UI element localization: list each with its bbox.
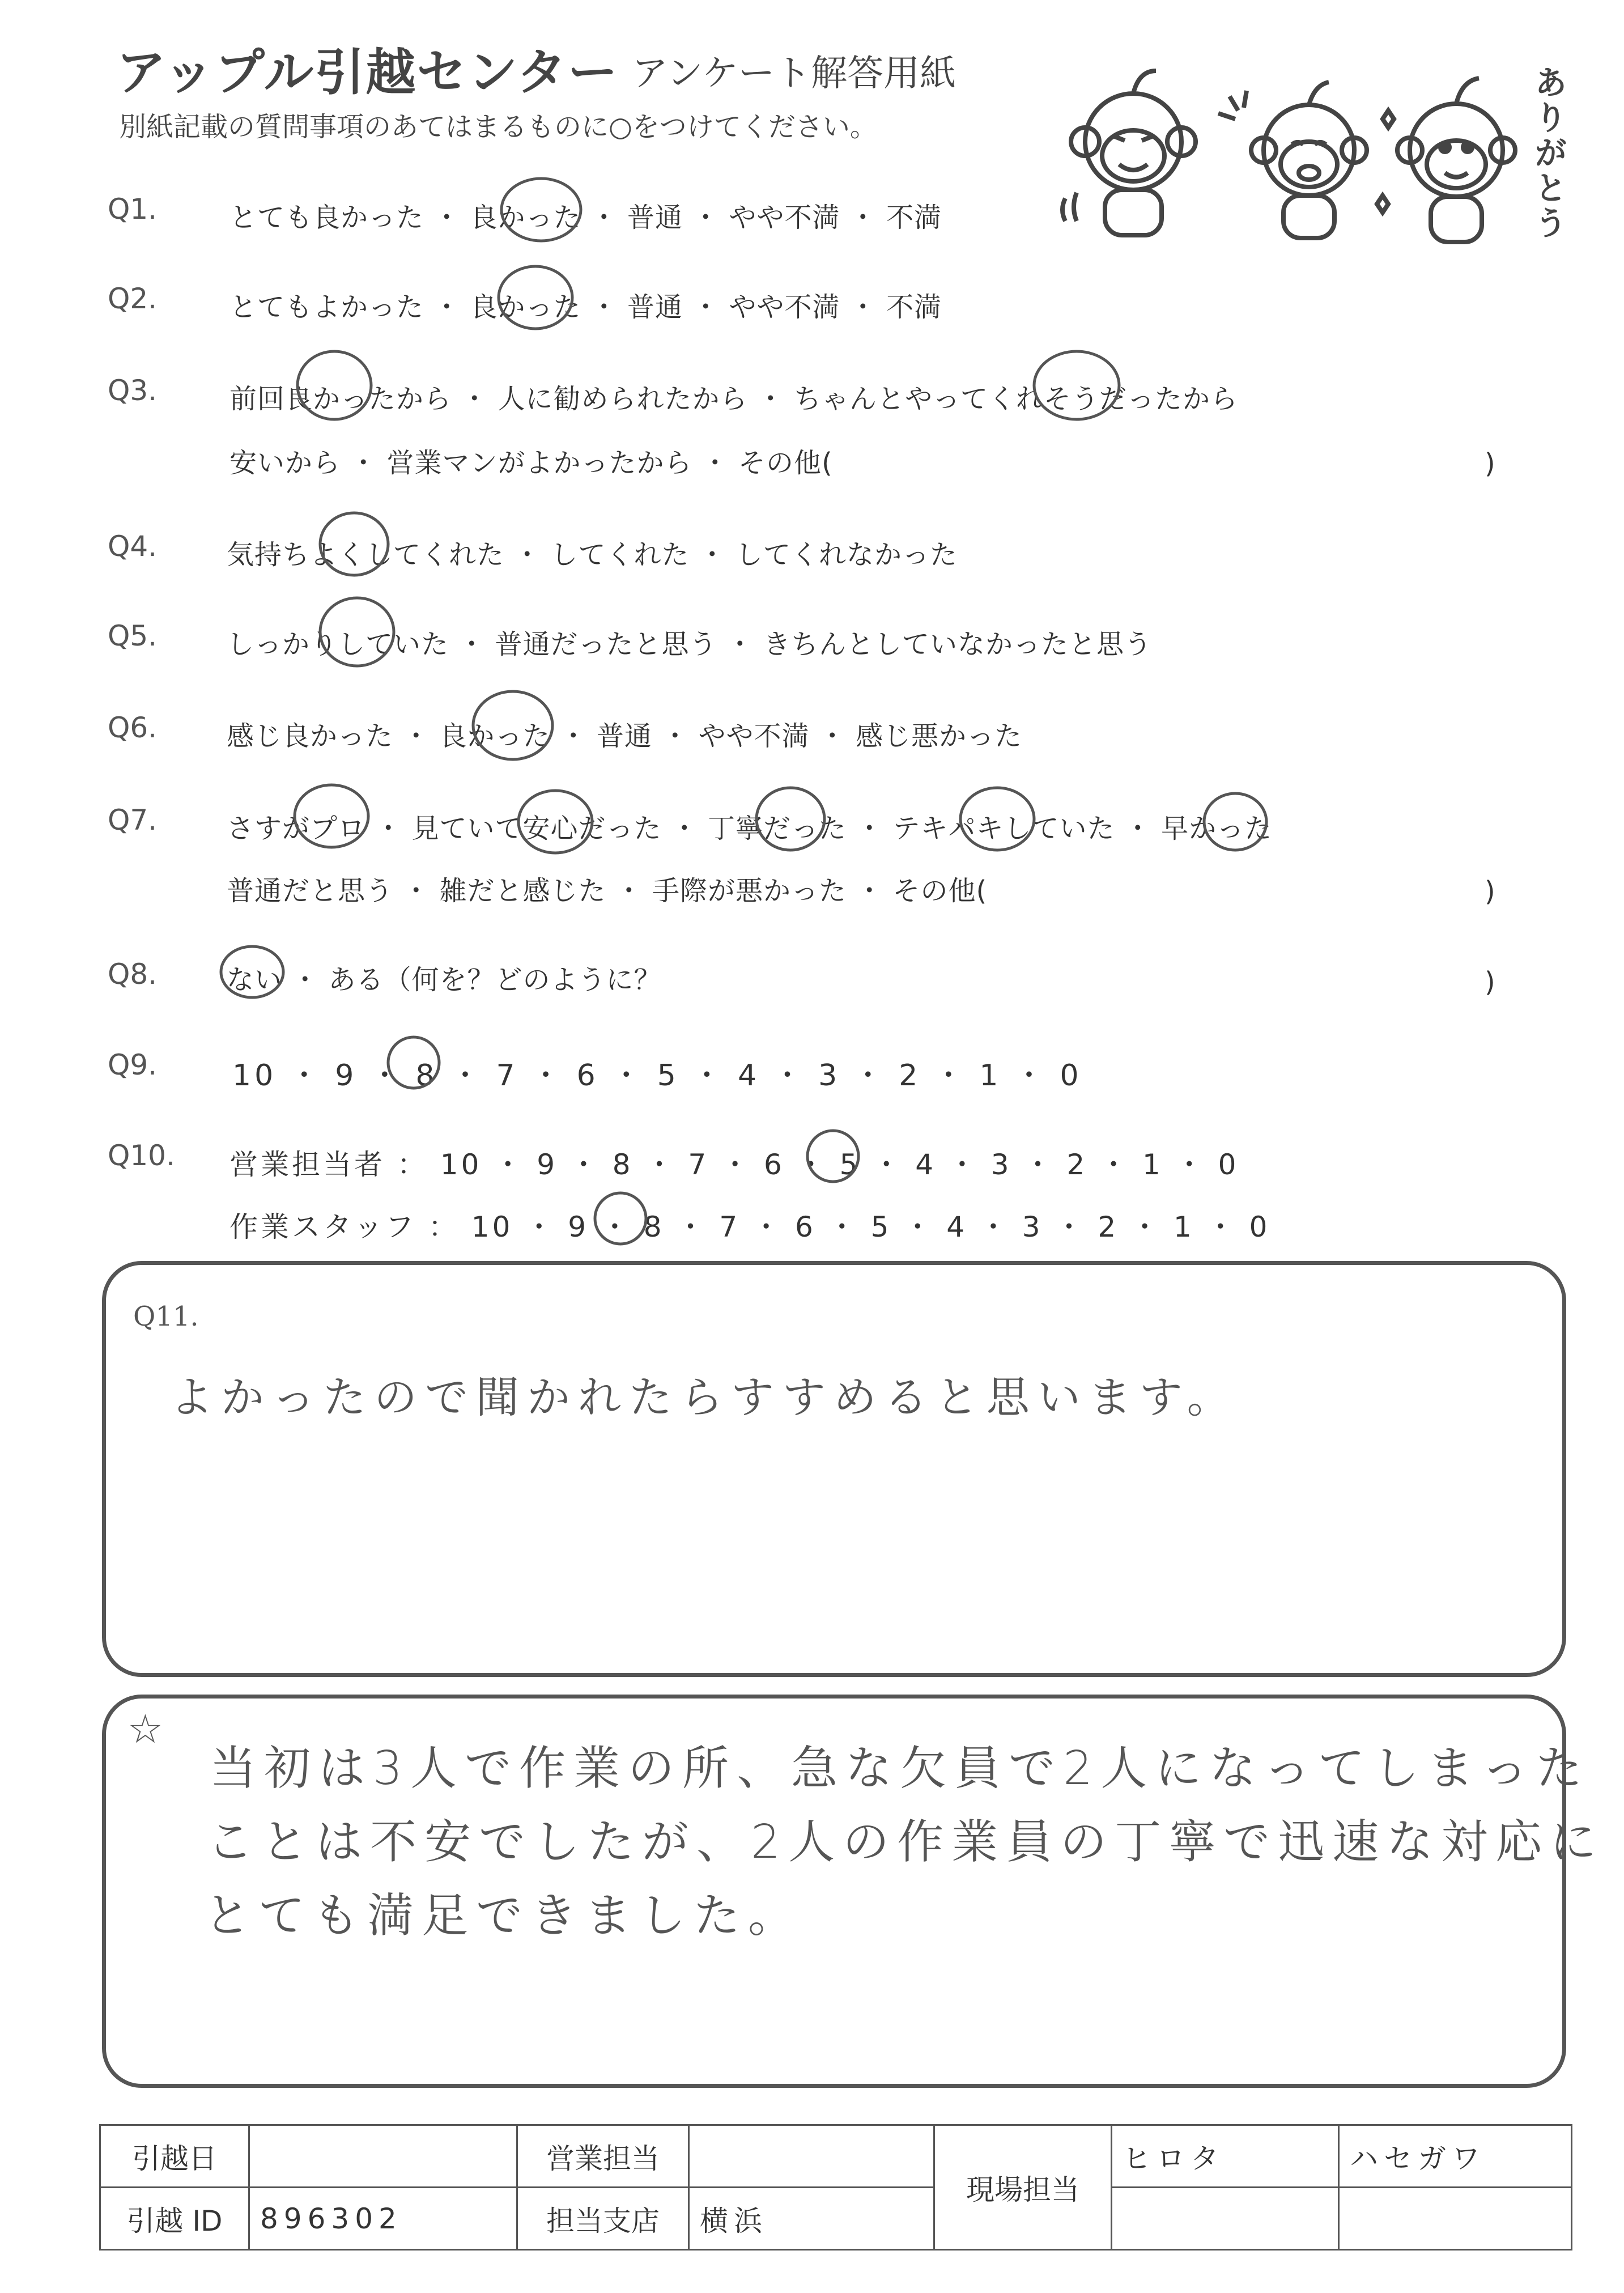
q2-label: Q2.: [108, 282, 158, 315]
q7-mark-3: [756, 788, 824, 850]
q11-answer-box: [102, 1261, 1566, 1677]
instructions: 別紙記載の質問事項のあてはまるものに○をつけてください。: [119, 111, 877, 143]
q10-staff-mark: [595, 1193, 646, 1244]
site-staff-2: ハセガワ: [1339, 2125, 1572, 2188]
q5-options: しっかりしていた ・ 普通だったと思う ・ きちんとしていなかったと思う: [227, 629, 1153, 660]
comment-line-1: 当初は3人で作業の所、急な欠員で2人になってしまった: [210, 1742, 1591, 1795]
site-staff-1: ヒロタ: [1112, 2125, 1339, 2188]
q7-mark-5: [1204, 793, 1266, 850]
q10-sales-scale: 営業担当者 ： 10 ・ 9 ・ 8 ・ 7 ・ 6 ・ 5 ・ 4 ・ 3 ・ 2 ・ 1 ・ 0: [229, 1148, 1239, 1181]
q5-mark: [320, 598, 394, 666]
branch-label: 担当支店: [517, 2188, 689, 2250]
q4-options: 気持ちよくしてくれた ・ してくれた ・ してくれなかった: [227, 539, 958, 571]
q7-label: Q7.: [108, 804, 158, 836]
q1-options: とても良かった ・ 良かった ・ 普通 ・ やや不満 ・ 不満: [229, 202, 942, 233]
q5-label: Q5.: [108, 619, 158, 652]
q3-options-line1: 前回良かったから ・ 人に勧められたから ・ ちゃんとやってくれそうだったから: [229, 383, 1239, 415]
q6-label: Q6.: [108, 711, 158, 744]
q6-options: 感じ良かった ・ 良かった ・ 普通 ・ やや不満 ・ 感じ悪かった: [227, 720, 1023, 752]
site-staff-1-extra: [1112, 2188, 1339, 2250]
footer-info-table: [99, 2124, 1572, 2250]
q3-options-line2: 安いから ・ 営業マンがよかったから ・ その他(: [229, 447, 833, 479]
q3-mark-1: [297, 351, 371, 419]
q7-mark-1: [295, 785, 368, 847]
q11-answer-text: よかったので聞かれたらすすめると思います。: [170, 1372, 1238, 1422]
q8-label: Q8.: [108, 958, 158, 991]
q8-close-paren: ): [1485, 966, 1495, 998]
q7-mark-4: [960, 788, 1034, 850]
q1-label: Q1.: [108, 193, 158, 226]
q9-mark: [388, 1037, 439, 1088]
q6-mark: [473, 691, 552, 759]
q1-mark: [501, 179, 581, 241]
q9-label: Q9.: [108, 1048, 158, 1081]
sales-rep-label: 営業担当: [517, 2125, 689, 2188]
q4-mark: [320, 513, 388, 575]
q3-close-paren: ): [1485, 448, 1495, 479]
branch-value: 横浜: [689, 2188, 934, 2250]
form-title: アップル引越センター: [116, 43, 619, 101]
form-subtitle: アンケート解答用紙: [632, 53, 956, 95]
q10-label: Q10.: [108, 1139, 175, 1172]
thanks-text: ありがとう: [1529, 65, 1567, 241]
q2-options: とてもよかった ・ 良かった ・ 普通 ・ やや不満 ・ 不満: [229, 291, 942, 323]
q4-label: Q4.: [108, 530, 158, 563]
q10-sales-mark: [807, 1131, 858, 1182]
q11-label: Q11.: [133, 1301, 199, 1332]
site-staff-2-extra: [1339, 2188, 1572, 2250]
q7-options-line2: 普通だと思う ・ 雑だと感じた ・ 手際が悪かった ・ その他(: [227, 875, 988, 907]
q10-staff-scale: 作業スタッフ ： 10 ・ 9 ・ 8 ・ 7 ・ 6 ・ 5 ・ 4 ・ 3 ・ 2 ・ 1 ・ 0: [229, 1211, 1270, 1243]
q8-mark: [221, 946, 283, 997]
site-staff-label: 現場担当: [934, 2125, 1112, 2250]
move-id-value: 896302: [249, 2188, 517, 2250]
move-id-label: 引越 ID: [100, 2188, 249, 2250]
star-icon: ☆: [127, 1706, 163, 1752]
q8-options: ない ・ ある（何を？どのように？: [227, 964, 662, 996]
q7-mark-2: [518, 791, 592, 853]
comment-line-2: ことは不安でしたが、2人の作業員の丁寧で迅速な対応に: [207, 1815, 1605, 1869]
q7-options-line1: さすがプロ ・ 見ていて安心だった ・ 丁寧だった ・ テキパキしていた ・ 早かった: [227, 813, 1273, 844]
move-date-label: 引越日: [100, 2125, 249, 2188]
q9-scale: 10 ・ 9 ・ 8 ・ 7 ・ 6 ・ 5 ・ 4 ・ 3 ・ 2 ・ 1 ・ 0: [232, 1059, 1082, 1093]
q7-close-paren: ): [1485, 876, 1495, 907]
q2-mark: [499, 266, 572, 329]
move-date-value: [249, 2125, 517, 2188]
comment-line-3: とても満足できました。: [204, 1889, 803, 1943]
sales-rep-value: [689, 2125, 934, 2188]
q3-label: Q3.: [108, 374, 158, 407]
q3-mark-2: [1034, 351, 1119, 419]
